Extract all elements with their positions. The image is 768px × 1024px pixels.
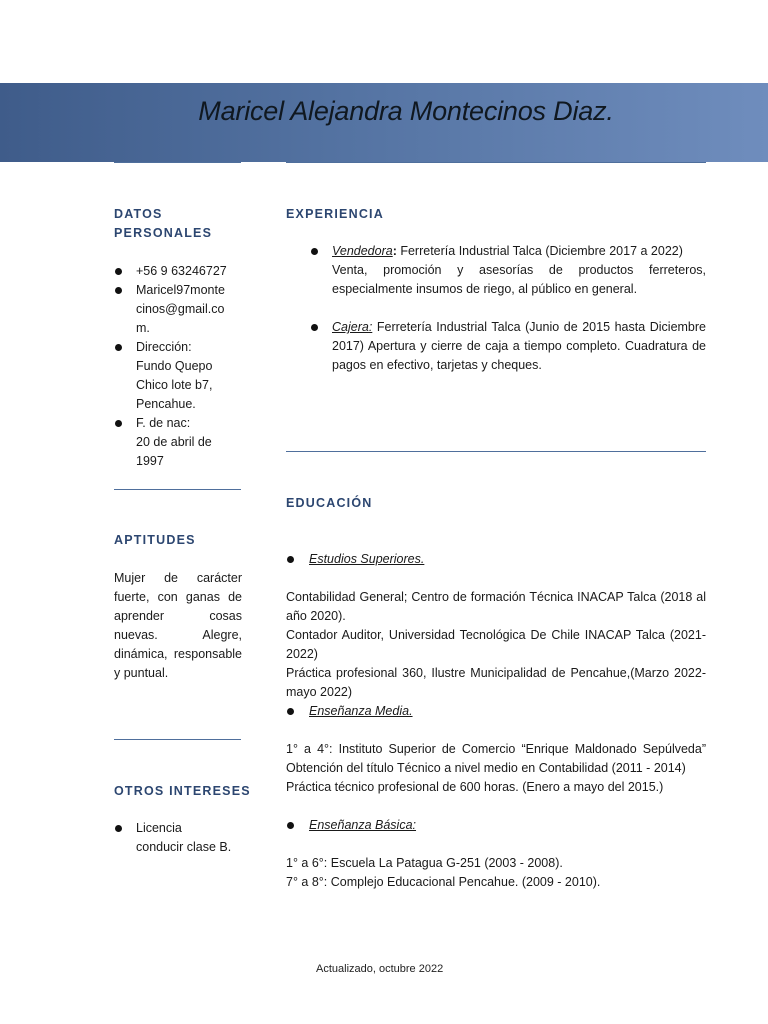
email-item bbox=[114, 281, 242, 338]
email-line: m. bbox=[136, 321, 150, 335]
bullet-icon bbox=[115, 344, 122, 351]
birth-item bbox=[114, 414, 242, 471]
personal-data-title bbox=[114, 205, 212, 243]
interests-title: OTROS INTERESES bbox=[114, 784, 251, 798]
phone-text: +56 9 63246727 bbox=[136, 264, 227, 278]
education-subsection-basica bbox=[286, 816, 706, 835]
section-title-line: PERSONALES bbox=[114, 226, 213, 240]
email-line: cinos@gmail.co bbox=[136, 302, 225, 316]
job-role-sep: : bbox=[392, 244, 397, 258]
education-entry: 1° a 6°: Escuela La Patagua G-251 (2003 - 2008). bbox=[286, 856, 563, 870]
address-line: Pencahue. bbox=[136, 397, 196, 411]
interests-list bbox=[114, 819, 242, 857]
job-text: Ferretería Industrial Talca (Junio de 2015 hasta Diciembre 2017) Apertura y cierre de caja a tiempo completo. Cuadratura de pagos en efectivo, tarjetas y cheques. bbox=[332, 320, 706, 372]
aptitudes-text: Mujer de carácter fuerte, con ganas de aprender cosas nuevas. Alegre, dinámica, responsable y puntual. bbox=[114, 571, 242, 680]
email-line: Maricel97monte bbox=[136, 283, 225, 297]
address-label: Dirección: bbox=[136, 340, 192, 354]
divider bbox=[286, 451, 706, 452]
education-list bbox=[286, 550, 706, 892]
education-entry: Práctica profesional 360, Ilustre Municipalidad de Pencahue,(Marzo 2022-mayo 2022) bbox=[286, 666, 706, 699]
updated-note: Actualizado, octubre 2022 bbox=[316, 963, 444, 975]
interest-line: Licencia bbox=[136, 821, 182, 835]
experience-title: EXPERIENCIA bbox=[286, 207, 384, 221]
bullet-icon bbox=[115, 287, 122, 294]
personal-data-list bbox=[114, 262, 242, 471]
divider bbox=[286, 162, 706, 163]
phone-item bbox=[114, 262, 242, 281]
birth-line: 1997 bbox=[136, 454, 164, 468]
bullet-icon bbox=[115, 420, 122, 427]
job-detail: Venta, promoción y asesorías de productos ferreteros, especialmente insumos de riego, al público en general. bbox=[332, 263, 706, 296]
interest-item bbox=[114, 819, 242, 857]
birth-label: F. de nac: bbox=[136, 416, 191, 430]
bullet-icon bbox=[311, 248, 318, 255]
divider bbox=[114, 162, 241, 163]
education-entry: 1° a 4°: Instituto Superior de Comercio “Enrique Maldonado Sepúlveda” Obtención del título Técnico a nivel medio en Contabilidad (2011 - 2014) bbox=[286, 742, 706, 775]
divider bbox=[114, 739, 241, 740]
bullet-icon bbox=[115, 825, 122, 832]
address-line: Chico lote b7, bbox=[136, 378, 213, 392]
education-entry: Contabilidad General; Centro de formación Técnica INACAP Talca (2018 al año 2020). bbox=[286, 590, 706, 623]
education-entry: Contador Auditor, Universidad Tecnológica De Chile INACAP Talca (2021-2022) bbox=[286, 628, 706, 661]
education-subtitle: Enseñanza Media. bbox=[309, 704, 413, 718]
section-title-line: DATOS bbox=[114, 207, 163, 221]
experience-item bbox=[286, 242, 706, 299]
job-role: Cajera: bbox=[332, 320, 373, 334]
aptitudes-title: APTITUDES bbox=[114, 533, 196, 547]
bullet-icon bbox=[115, 268, 122, 275]
education-subsection-media bbox=[286, 702, 706, 721]
interest-line: conducir clase B. bbox=[136, 840, 232, 854]
birth-line: 20 de abril de bbox=[136, 435, 212, 449]
education-entry: 7° a 8°: Complejo Educacional Pencahue. (2009 - 2010). bbox=[286, 875, 601, 889]
experience-list bbox=[286, 242, 706, 375]
education-subtitle: Enseñanza Básica: bbox=[309, 818, 417, 832]
education-subsection-higher bbox=[286, 550, 706, 569]
address-item bbox=[114, 338, 242, 414]
bullet-icon bbox=[287, 822, 294, 829]
job-role: Vendedora bbox=[332, 244, 393, 258]
experience-item bbox=[286, 318, 706, 375]
bullet-icon bbox=[311, 324, 318, 331]
address-line: Fundo Quepo bbox=[136, 359, 213, 373]
bullet-icon bbox=[287, 556, 294, 563]
job-text: Ferretería Industrial Talca (Diciembre 2017 a 2022) bbox=[396, 244, 683, 258]
education-title: EDUCACIÓN bbox=[286, 496, 373, 510]
education-entry: Práctica técnico profesional de 600 horas. (Enero a mayo del 2015.) bbox=[286, 780, 664, 794]
education-subtitle: Estudios Superiores. bbox=[309, 552, 425, 566]
divider bbox=[114, 489, 241, 490]
resume-name: Maricel Alejandra Montecinos Diaz. bbox=[198, 95, 614, 126]
bullet-icon bbox=[287, 708, 294, 715]
